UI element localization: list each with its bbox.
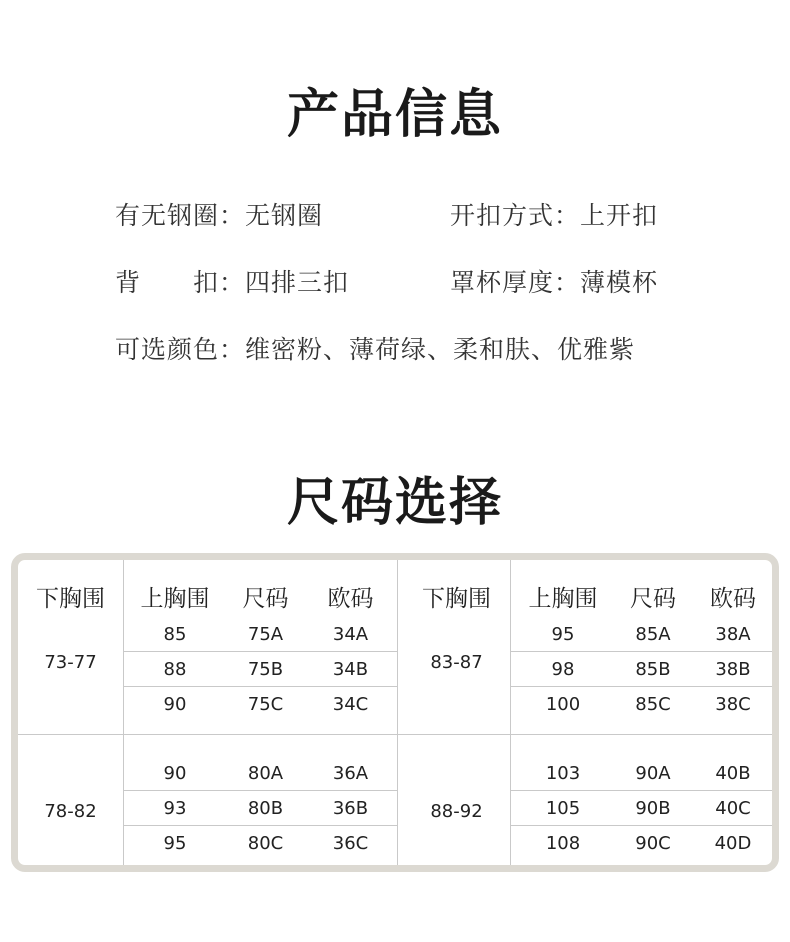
- eu-size-value: 36A: [332, 763, 369, 784]
- eu-size-value: 36C: [332, 833, 369, 854]
- product-info-title: 产品信息: [286, 85, 503, 145]
- bust-value: 93: [163, 798, 187, 819]
- table-divider: [18, 734, 772, 735]
- info-back-hook: 背 扣：四排三扣: [115, 268, 350, 297]
- header-bust: 上胸围: [140, 586, 210, 612]
- size-table: [11, 553, 779, 872]
- info-wire: 有无钢圈：无钢圈: [115, 201, 324, 230]
- header-underbust: 下胸围: [422, 586, 491, 612]
- eu-size-value: 36B: [332, 798, 369, 819]
- size-value: 90B: [635, 798, 671, 819]
- info-cup-thickness: 罩杯厚度：薄模杯: [450, 268, 659, 297]
- bust-value: 95: [551, 624, 575, 645]
- info-opening: 开扣方式：上开扣: [450, 201, 659, 230]
- eu-size-value: 34B: [332, 659, 369, 680]
- size-value: 90C: [635, 833, 671, 854]
- size-value: 75C: [247, 694, 284, 715]
- underbust-range: 78-82: [44, 801, 97, 822]
- size-value: 85B: [635, 659, 671, 680]
- table-divider: [123, 560, 124, 865]
- bust-value: 100: [545, 694, 581, 715]
- eu-size-value: 38A: [715, 624, 751, 645]
- info-colors: 可选颜色：维密粉、薄荷绿、柔和肤、优雅紫: [115, 335, 636, 364]
- size-value: 90A: [635, 763, 671, 784]
- size-value: 80C: [247, 833, 284, 854]
- bust-value: 108: [545, 833, 581, 854]
- bust-value: 88: [163, 659, 187, 680]
- size-section-title: 尺码选择: [286, 473, 503, 533]
- underbust-range: 73-77: [44, 652, 97, 673]
- bust-value: 98: [551, 659, 575, 680]
- header-underbust: 下胸围: [36, 586, 105, 612]
- size-value: 80B: [247, 798, 284, 819]
- bust-value: 90: [163, 763, 187, 784]
- size-value: 75A: [247, 624, 284, 645]
- eu-size-value: 34A: [332, 624, 369, 645]
- header-eu-size: 欧码: [327, 586, 374, 612]
- table-divider: [510, 560, 511, 865]
- bust-value: 105: [545, 798, 581, 819]
- bust-value: 103: [545, 763, 581, 784]
- size-value: 85C: [635, 694, 671, 715]
- eu-size-value: 34C: [332, 694, 369, 715]
- bust-value: 90: [163, 694, 187, 715]
- header-eu-size: 欧码: [710, 586, 756, 612]
- eu-size-value: 38B: [715, 659, 751, 680]
- header-size: 尺码: [242, 586, 289, 612]
- underbust-range: 88-92: [430, 801, 483, 822]
- size-value: 75B: [247, 659, 284, 680]
- size-value: 85A: [635, 624, 671, 645]
- eu-size-value: 40B: [715, 763, 751, 784]
- eu-size-value: 40D: [714, 833, 752, 854]
- size-value: 80A: [247, 763, 284, 784]
- underbust-range: 83-87: [430, 652, 483, 673]
- eu-size-value: 40C: [715, 798, 751, 819]
- eu-size-value: 38C: [715, 694, 751, 715]
- header-bust: 上胸围: [528, 586, 598, 612]
- bust-value: 85: [163, 624, 187, 645]
- bust-value: 95: [163, 833, 187, 854]
- header-size: 尺码: [630, 586, 676, 612]
- table-divider: [397, 560, 398, 865]
